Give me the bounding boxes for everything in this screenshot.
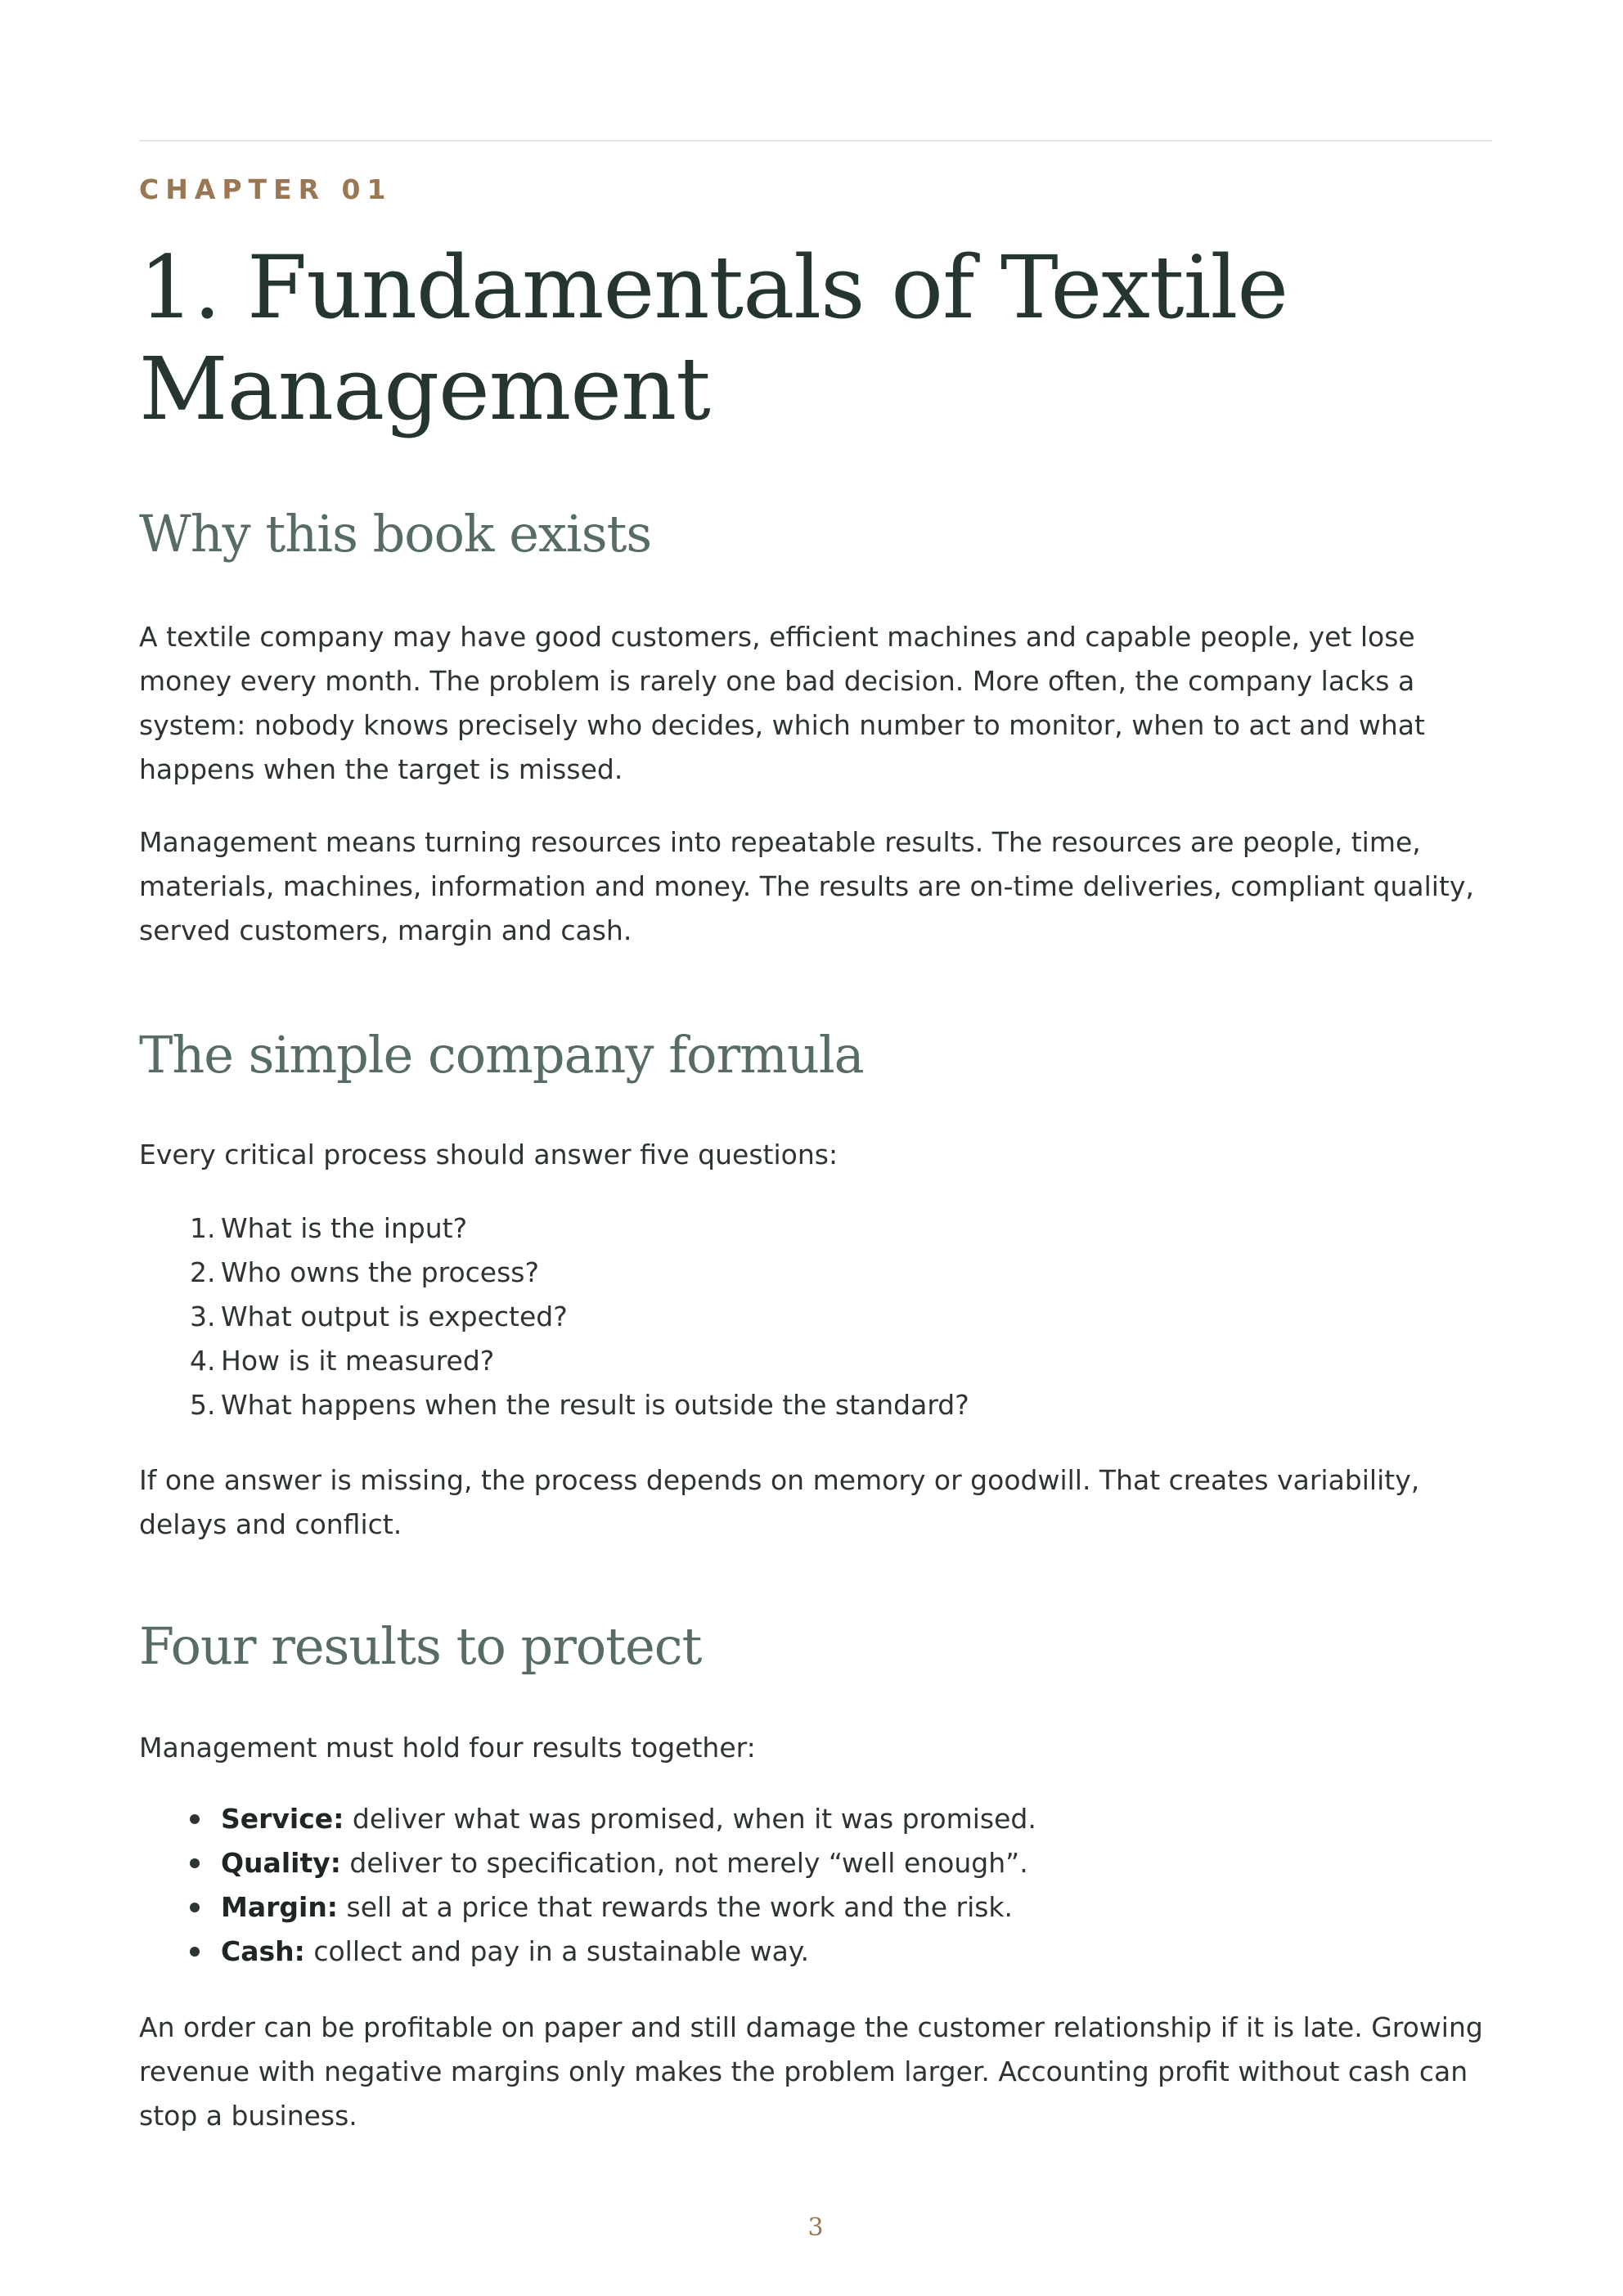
list-item — [139, 1930, 1492, 1974]
list-number: 2. — [190, 1256, 216, 1288]
list-item-text: How is it measured? — [221, 1345, 495, 1377]
result-term: Cash: — [221, 1935, 305, 1967]
bullet-icon — [190, 1858, 200, 1868]
chapter-title: 1. Fundamentals of Textile Management — [139, 237, 1288, 439]
bullet-icon — [190, 1814, 200, 1824]
list-item-text: What happens when the result is outside the standard? — [221, 1389, 969, 1421]
result-term: Service: — [221, 1803, 344, 1835]
list-item — [139, 1295, 1492, 1339]
list-number: 5. — [190, 1389, 216, 1421]
list-item-text: What is the input? — [221, 1212, 468, 1244]
bullet-icon — [190, 1903, 200, 1912]
result-term: Margin: — [221, 1891, 339, 1923]
result-term: Quality: — [221, 1847, 341, 1879]
list-item — [139, 1383, 1492, 1427]
result-text: deliver to specification, not merely “well enough”. — [340, 1847, 1028, 1879]
questions-list — [139, 1206, 1492, 1427]
paragraph: Management must hold four results together: — [139, 1732, 756, 1764]
list-item — [139, 1841, 1492, 1885]
paragraph: An order can be profitable on paper and still damage the customer relationship if it is late. Growing revenue with negative margins only makes the problem larger. Accounting profit without cash can stop a business. — [139, 2011, 1483, 2132]
list-number: 3. — [190, 1301, 216, 1332]
paragraph: Management means turning resources into repeatable results. The resources are people, time, materials, machines, information and money. The results are on-time deliveries, compliant quality, served customers, margin and cash. — [139, 826, 1474, 946]
list-number: 4. — [190, 1345, 216, 1377]
paragraph: A textile company may have good customers, efficient machines and capable people, yet lose money every month. The problem is rarely one bad decision. More often, the company lacks a system: nobody knows precisely who decides, which number to monitor, when to act and what happens when the target is missed. — [139, 621, 1425, 785]
section-heading-why: Why this book exists — [139, 504, 652, 564]
paragraph: If one answer is missing, the process depends on memory or goodwill. That creates variability, delays and conflict. — [139, 1464, 1420, 1540]
page-number: 3 — [807, 2213, 824, 2242]
result-text: collect and pay in a sustainable way. — [304, 1935, 810, 1967]
bullet-icon — [190, 1947, 200, 1957]
list-item — [139, 1339, 1492, 1383]
header-divider — [139, 140, 1492, 142]
results-list — [139, 1797, 1492, 1974]
result-text: deliver what was promised, when it was promised. — [344, 1803, 1036, 1835]
section-heading-results: Four results to protect — [139, 1616, 702, 1676]
list-item — [139, 1206, 1492, 1251]
list-item-text: Who owns the process? — [221, 1256, 539, 1288]
list-number: 1. — [190, 1212, 216, 1244]
list-item — [139, 1885, 1492, 1930]
list-item — [139, 1251, 1492, 1295]
paragraph: Every critical process should answer five questions: — [139, 1139, 838, 1170]
section-heading-formula: The simple company formula — [139, 1025, 864, 1085]
list-item — [139, 1797, 1492, 1841]
chapter-kicker: CHAPTER 01 — [139, 173, 393, 205]
result-text: sell at a price that rewards the work and the risk. — [338, 1891, 1014, 1923]
document-page — [139, 0, 1492, 2296]
list-item-text: What output is expected? — [221, 1301, 568, 1332]
